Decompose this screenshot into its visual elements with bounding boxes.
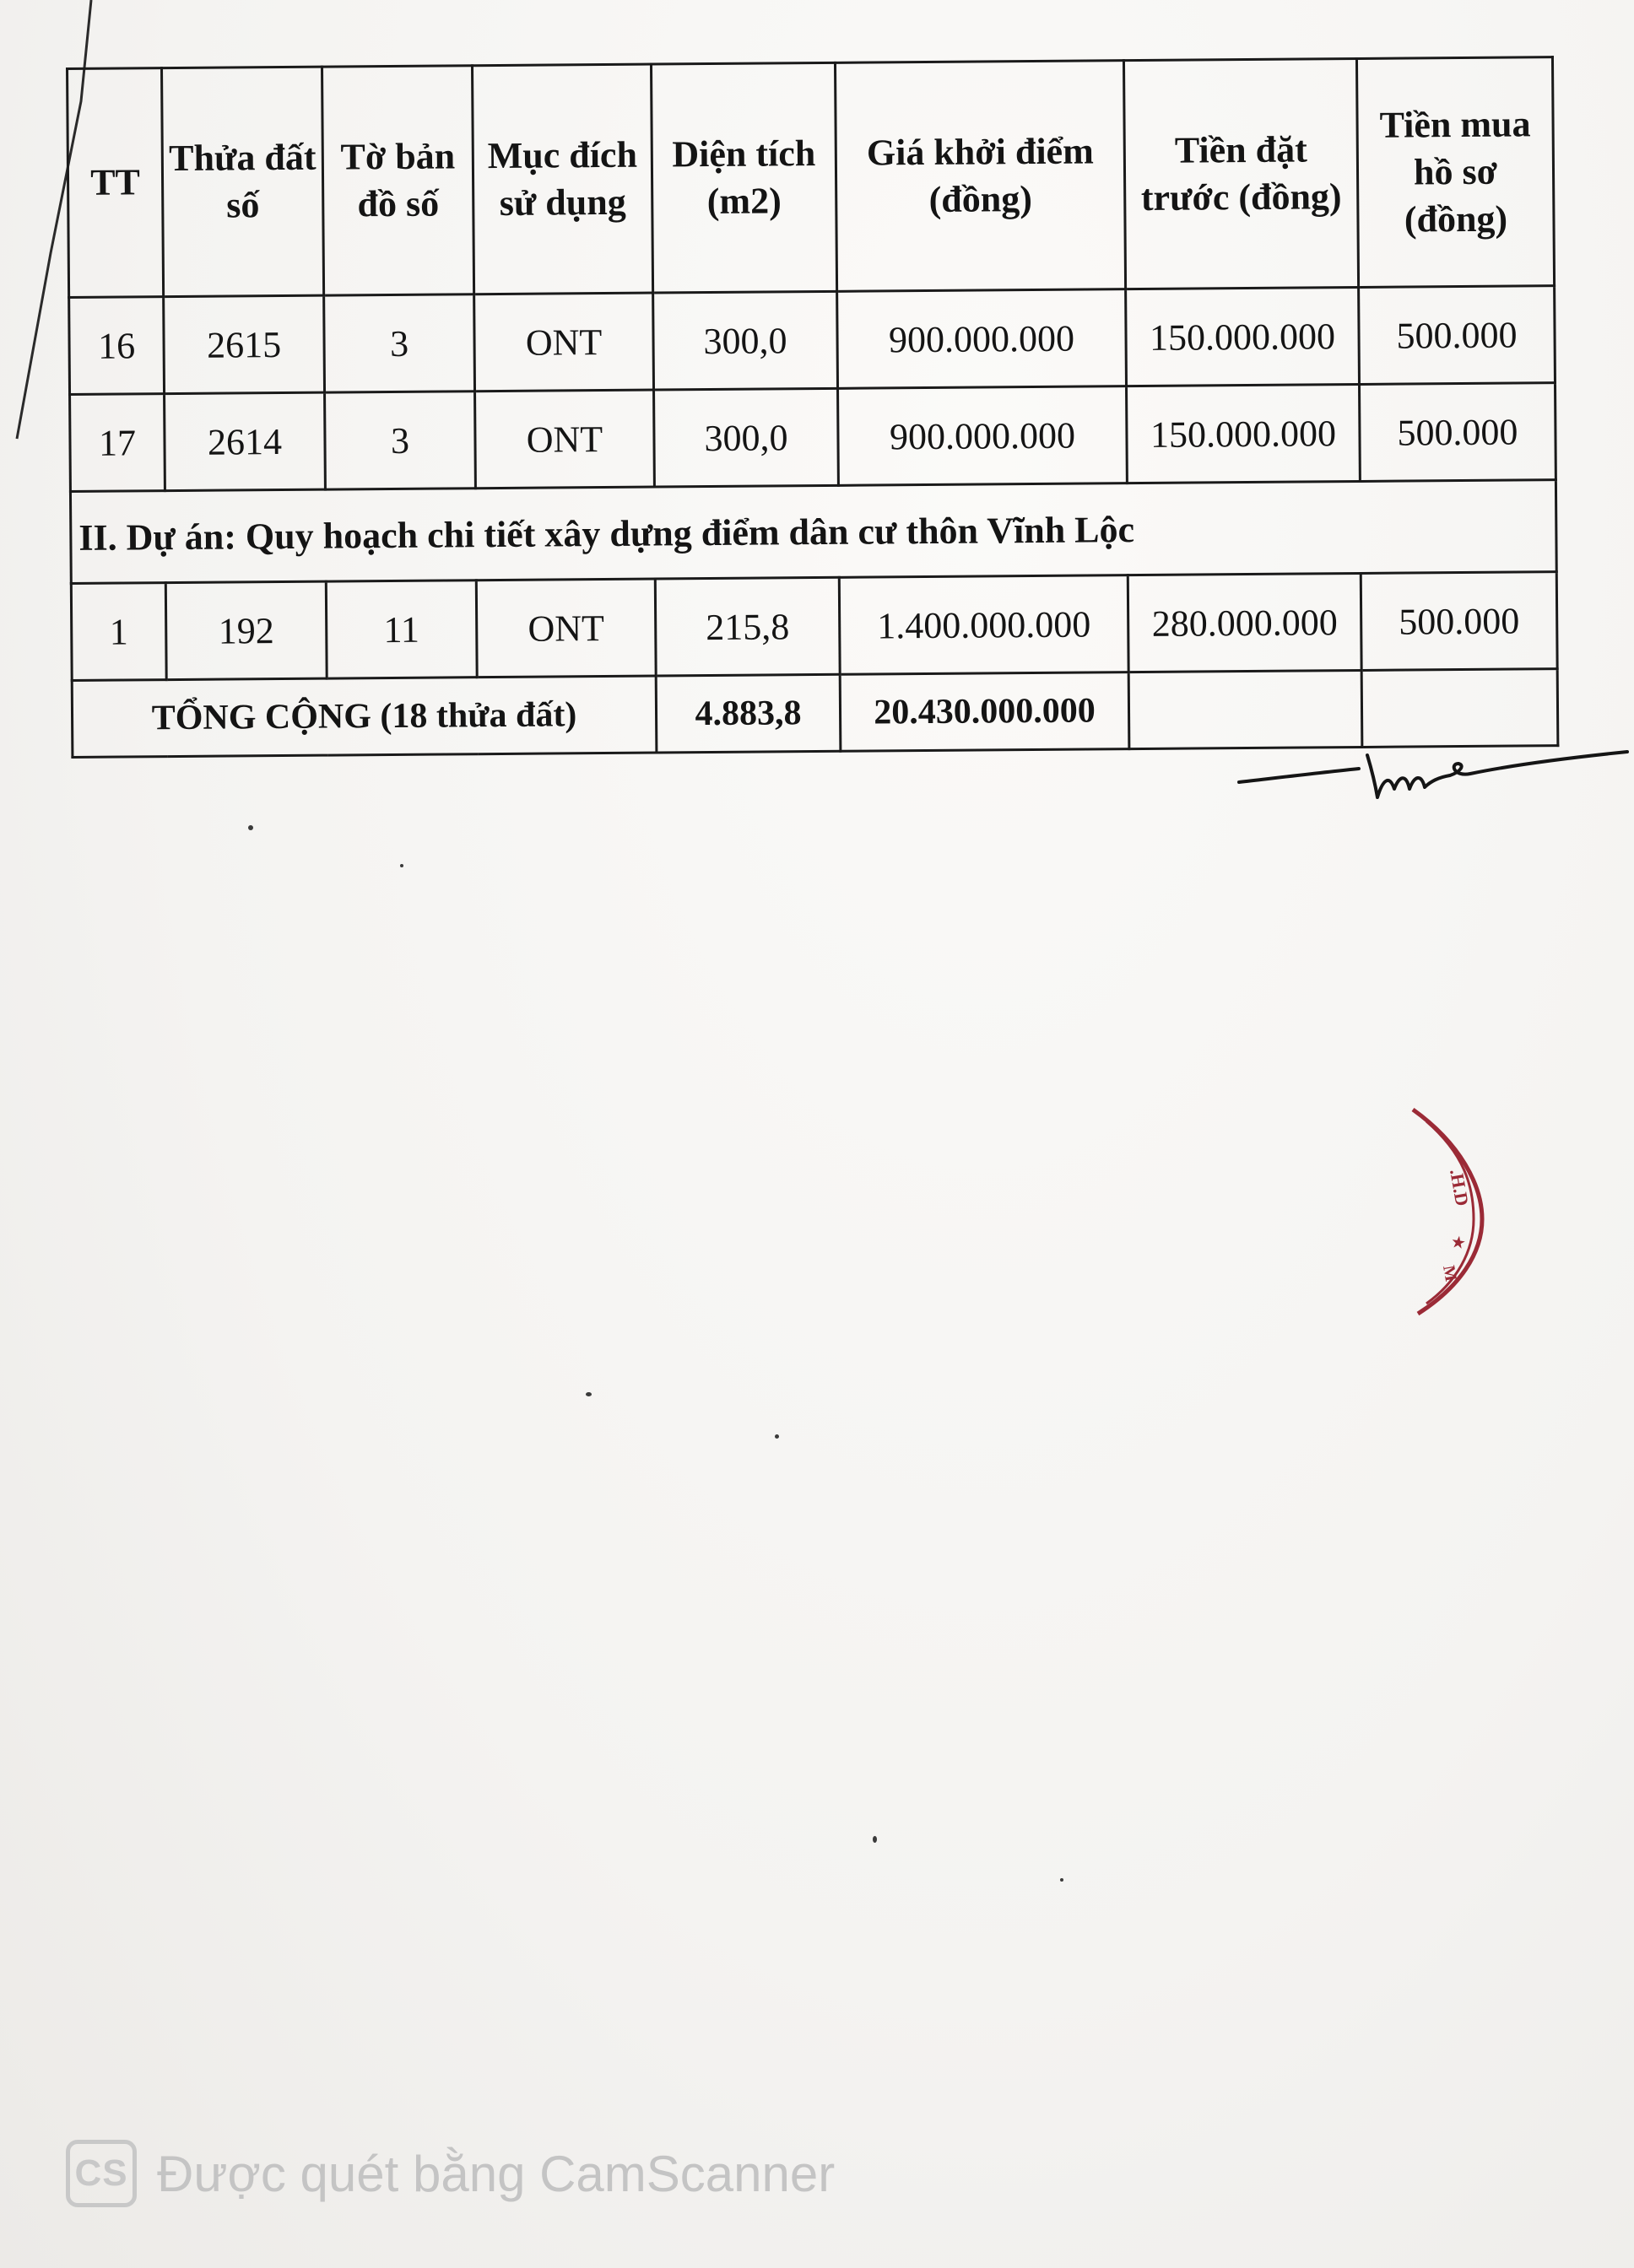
svg-text:★: ★ bbox=[1447, 1233, 1470, 1252]
cell-land-use: ONT bbox=[476, 579, 656, 678]
header-map-sheet: Tờ bản đồ số bbox=[322, 66, 474, 295]
cell-parcel-number: 2614 bbox=[165, 392, 326, 490]
header-deposit: Tiền đặt trước (đồng) bbox=[1123, 58, 1358, 289]
total-starting-price: 20.430.000.000 bbox=[840, 672, 1129, 752]
header-parcel-number: Thửa đất số bbox=[162, 67, 324, 296]
cell-deposit: 150.000.000 bbox=[1127, 384, 1361, 483]
cell-map-sheet: 3 bbox=[324, 294, 475, 392]
cell-tt: 16 bbox=[69, 297, 165, 395]
header-tt: TT bbox=[68, 68, 164, 298]
scan-speck bbox=[400, 864, 403, 867]
cell-starting-price: 1.400.000.000 bbox=[839, 575, 1128, 675]
cell-starting-price: 900.000.000 bbox=[838, 386, 1128, 486]
table-row bbox=[69, 286, 1556, 395]
cell-land-use: ONT bbox=[475, 390, 655, 489]
cell-deposit: 150.000.000 bbox=[1126, 287, 1360, 386]
handwritten-signature bbox=[1232, 721, 1629, 814]
cell-area: 300,0 bbox=[653, 291, 838, 390]
camscanner-logo-icon: CS bbox=[66, 2140, 137, 2207]
section-title: II. Dự án: Quy hoạch chi tiết xây dựng điểm dân cư thôn Vĩnh Lộc bbox=[70, 480, 1556, 584]
cell-parcel-number: 192 bbox=[165, 581, 327, 679]
table-header-row bbox=[68, 57, 1555, 298]
header-starting-price: Giá khởi điểm (đồng) bbox=[835, 61, 1125, 292]
scan-speck bbox=[775, 1434, 779, 1439]
total-label: TỔNG CỘNG (18 thửa đất) bbox=[72, 676, 657, 757]
cell-tt: 17 bbox=[70, 394, 165, 492]
header-area: Diện tích (m2) bbox=[651, 62, 836, 293]
cell-parcel-number: 2615 bbox=[164, 295, 325, 393]
cell-dossier-fee: 500.000 bbox=[1359, 383, 1556, 482]
scan-speck bbox=[1060, 1878, 1063, 1882]
cell-tt: 1 bbox=[71, 583, 166, 681]
scan-speck bbox=[586, 1392, 592, 1396]
cell-deposit: 280.000.000 bbox=[1128, 573, 1361, 672]
cell-area: 215,8 bbox=[655, 577, 840, 676]
header-dossier-fee: Tiền mua hồ sơ (đồng) bbox=[1356, 57, 1554, 288]
header-land-use: Mục đích sử dụng bbox=[472, 64, 652, 294]
cell-starting-price: 900.000.000 bbox=[837, 289, 1127, 389]
section-row bbox=[70, 480, 1556, 584]
camscanner-watermark bbox=[66, 2140, 835, 2207]
svg-text:M: M bbox=[1439, 1264, 1461, 1283]
land-auction-table bbox=[66, 56, 1559, 759]
table-row bbox=[71, 572, 1557, 681]
red-seal-stamp bbox=[1401, 1101, 1502, 1320]
scan-speck bbox=[248, 825, 253, 830]
scan-speck bbox=[873, 1836, 877, 1843]
total-area: 4.883,8 bbox=[656, 674, 841, 753]
table-row bbox=[70, 383, 1556, 492]
cell-land-use: ONT bbox=[474, 293, 654, 392]
cell-dossier-fee: 500.000 bbox=[1359, 286, 1556, 385]
watermark-text: Được quét bằng CamScanner bbox=[157, 2145, 836, 2202]
cell-map-sheet: 11 bbox=[326, 580, 477, 678]
cell-map-sheet: 3 bbox=[325, 392, 476, 489]
svg-text:.H.D: .H.D bbox=[1446, 1167, 1474, 1208]
cell-area: 300,0 bbox=[654, 388, 839, 487]
cell-dossier-fee: 500.000 bbox=[1361, 572, 1557, 671]
